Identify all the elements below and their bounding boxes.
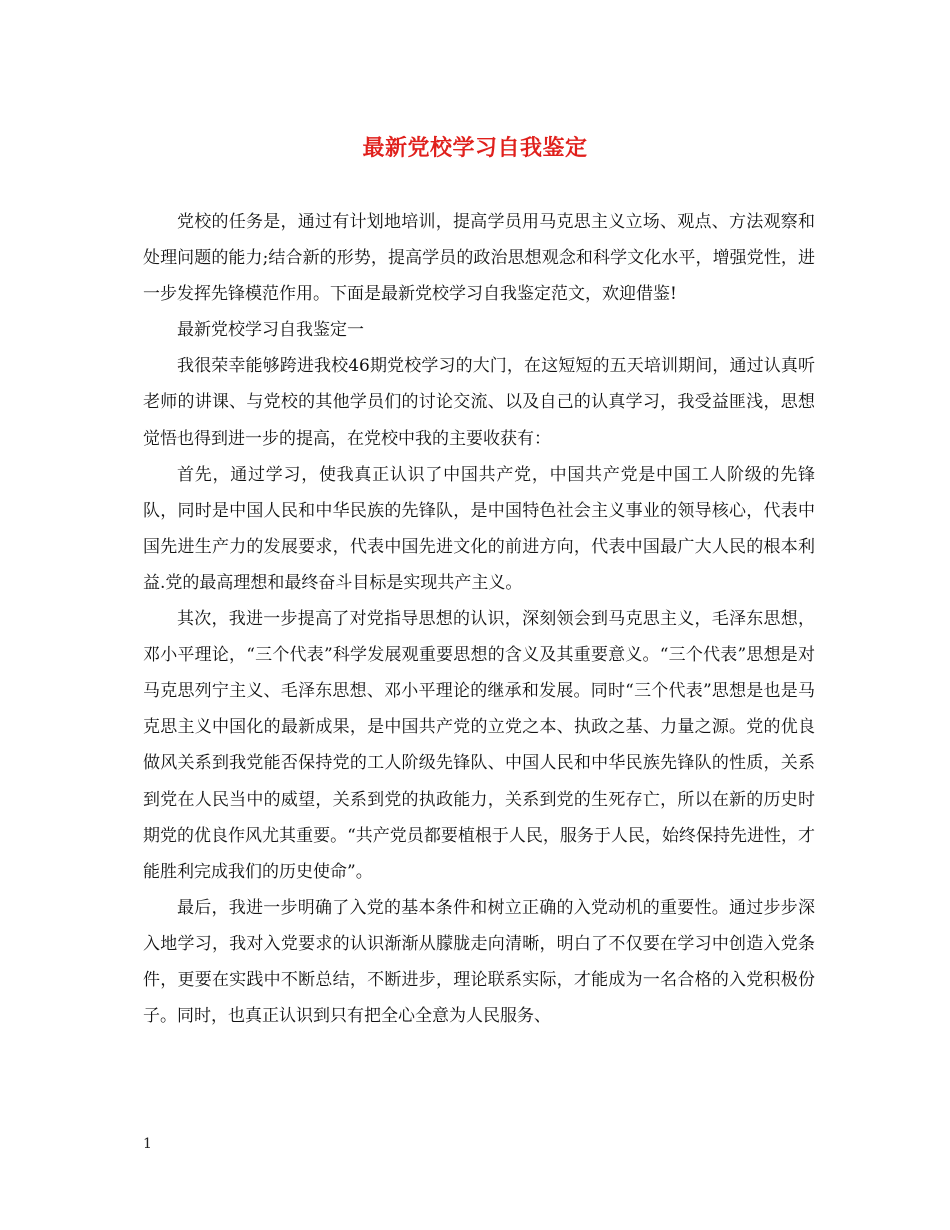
- section-heading: 最新党校学习自我鉴定一: [177, 320, 364, 341]
- page-number: 1: [143, 1136, 152, 1152]
- body-paragraph: 首先，通过学习，使我真正认识了中国共产党，中国共产党是中国工人阶级的先锋队，同时是中国人民和中华民族的先锋队，是中国特色社会主义事业的领导核心，代表中国先进生产力的发展要求，代表中国先进文化的前进方向，代表中国最广大人民的根本利益.党的最高理想和最终奋斗目标是实现共产主义。: [143, 464, 815, 593]
- document-title: 最新党校学习自我鉴定: [362, 135, 588, 161]
- document-body: [143, 204, 815, 1034]
- intro-paragraph: 党校的任务是，通过有计划地培训，提高学员用马克思主义立场、观点、方法观察和处理问题的能力;结合新的形势，提高学员的政治思想观念和科学文化水平，增强党性，进一步发挥先锋模范作用。下面是最新党校学习自我鉴定范文，欢迎借鉴!: [143, 212, 815, 305]
- body-paragraph: 其次，我进一步提高了对党指导思想的认识，深刻领会到马克思主义，毛泽东思想，邓小平理论，“三个代表”科学发展观重要思想的含义及其重要意义。“三个代表”思想是对马克思列宁主义、毛泽东思想、邓小平理论的继承和发展。同时“三个代表”思想是也是马克思主义中国化的最新成果，是中国共产党的立党之本、执政之基、力量之源。党的优良做风关系到我党能否保持党的工人阶级先锋队、中国人民和中华民族先锋队的性质，关系到党在人民当中的威望，关系到党的执政能力，关系到党的生死存亡，所以在新的历史时期党的优良作风尤其重要。“共产党员都要植根于人民，服务于人民，始终保持先进性，才能胜利完成我们的历史使命”。: [143, 609, 815, 882]
- body-paragraph: 我很荣幸能够跨进我校46期党校学习的大门，在这短短的五天培训期间，通过认真听老师的讲课、与党校的其他学员们的讨论交流、以及自己的认真学习，我受益匪浅，思想觉悟也得到进一步的提高，在党校中我的主要收获有：: [143, 356, 815, 449]
- body-paragraph: 最后，我进一步明确了入党的基本条件和树立正确的入党动机的重要性。通过步步深入地学习，我对入党要求的认识渐渐从朦胧走向清晰，明白了不仅要在学习中创造入党条件，更要在实践中不断总结，不断进步，理论联系实际，才能成为一名合格的入党积极份子。同时，也真正认识到只有把全心全意为人民服务、: [143, 897, 815, 1027]
